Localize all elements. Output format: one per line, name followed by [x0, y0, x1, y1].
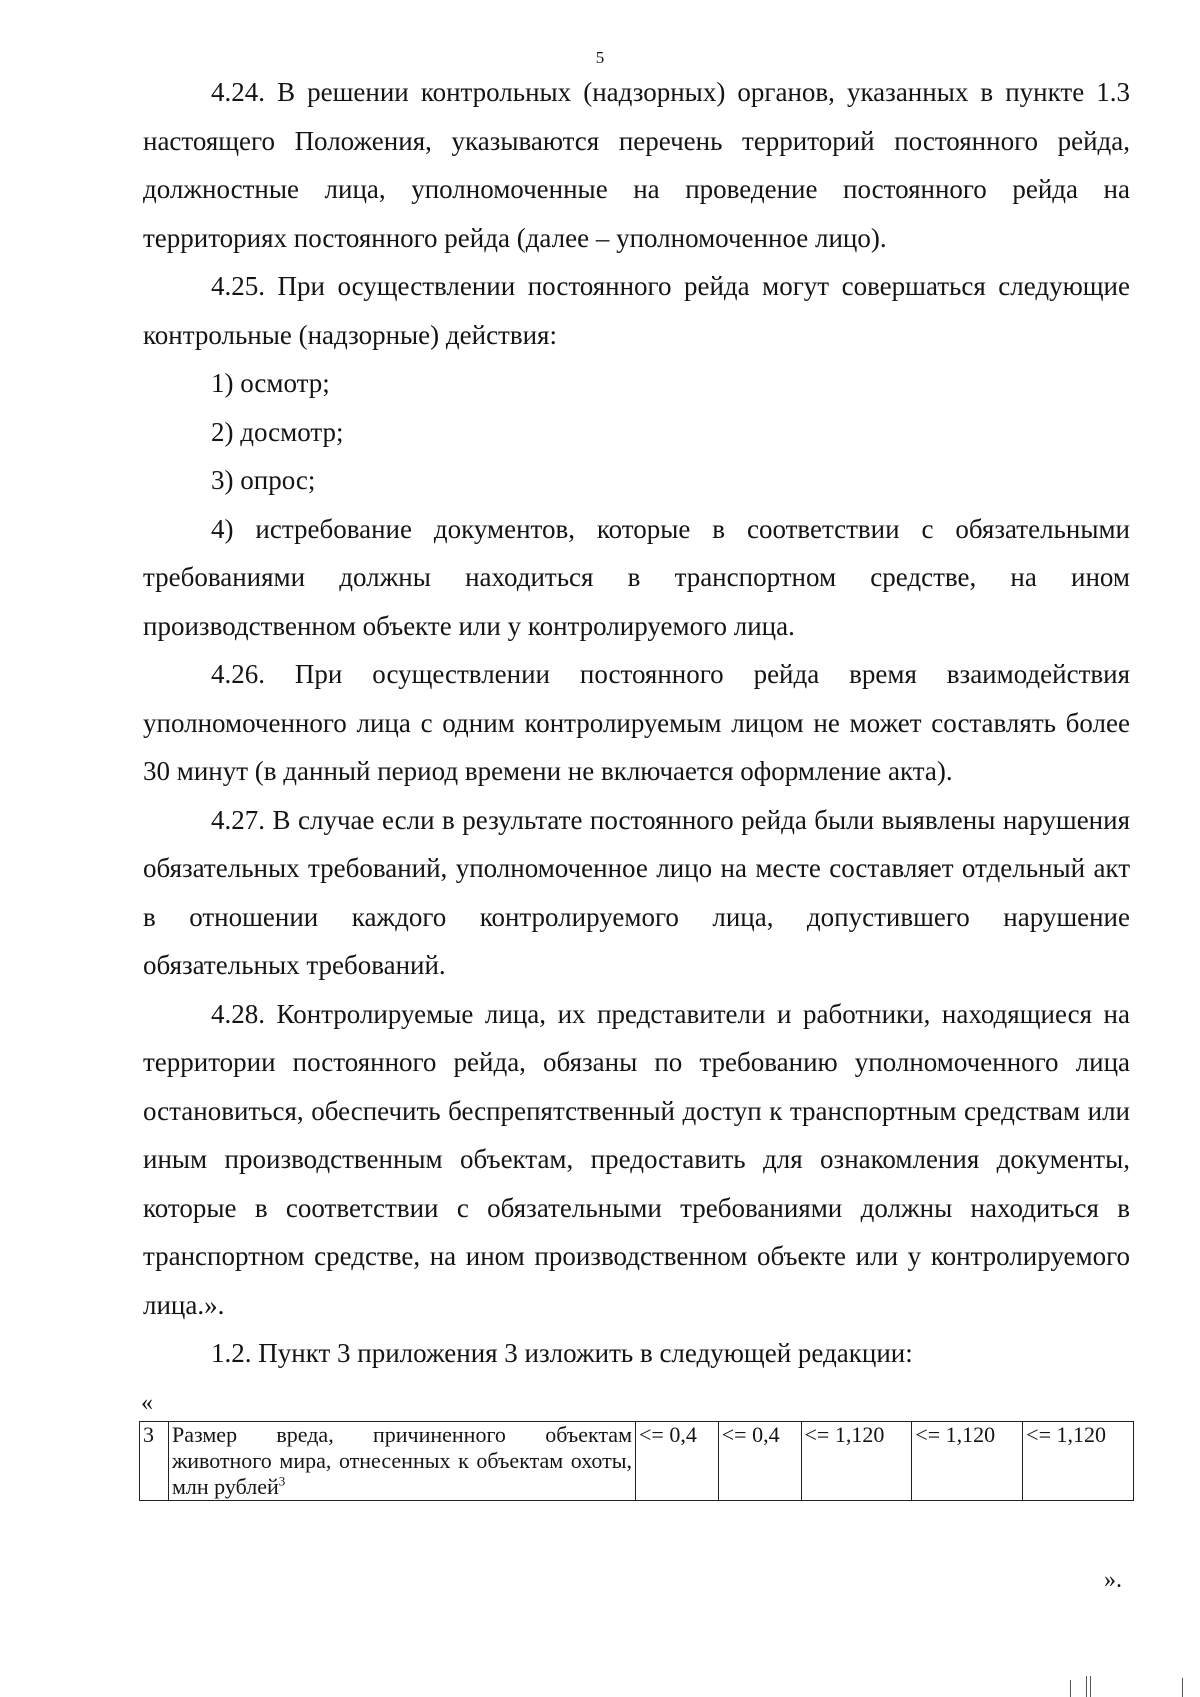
paragraph-4-28: 4.28. Контролируемые лица, их представители и работники, находящиеся на территории постоянного рейда, обязаны по требованию уполномоченного лица остановиться, обеспечить беспрепятственный доступ к транспортным средствам или иным производственным объектам, предоставить для ознакомления документы, которые в соответствии с обязательными требованиями должны находиться в транспортном средстве, на ином производственном объекте или у контролируемого лица.». [143, 998, 1130, 1320]
list-item-search: 2) досмотр; [211, 416, 344, 447]
opening-quote-mark: « [141, 1390, 153, 1416]
list-item-inspection: 1) осмотр; [211, 368, 330, 398]
value-cell: <= 1,120 [912, 1422, 1023, 1501]
row-description [169, 1422, 636, 1501]
value-cell: <= 1,120 [1023, 1422, 1134, 1501]
list-item-document-request: 4) истребование документов, которые в соответствии с обязательными требованиями должны находиться в транспортном средстве, на ином производственном объекте или у контролируемого лица. [143, 513, 1130, 641]
value-cell: <= 0,4 [636, 1422, 719, 1501]
page-number: 5 [595, 48, 605, 67]
document-body [143, 68, 1130, 1378]
scan-mark [1086, 1676, 1087, 1697]
amendment-table [139, 1421, 1134, 1501]
paragraph-1-2: 1.2. Пункт 3 приложения 3 изложить в следующей редакции: [211, 1338, 913, 1368]
value-cell: <= 1,120 [801, 1422, 912, 1501]
list-item-interview: 3) опрос; [211, 465, 316, 495]
scan-mark [1090, 1676, 1091, 1697]
row-number: 3 [140, 1422, 169, 1501]
paragraph-4-26: 4.26. При осуществлении постоянного рейда время взаимодействия уполномоченного лица с одним контролируемым лицом не может составлять более 30 минут (в данный период времени не включается оформление акта). [143, 659, 1130, 786]
paragraph-4-24: 4.24. В решении контрольных (надзорных) органов, указанных в пункте 1.3 настоящего Положения, указываются перечень территорий постоянного рейда, должностные лица, уполномоченные на проведение постоянного рейда на территориях постоянного рейда (далее – уполномоченное лицо). [143, 77, 1130, 253]
row-description-text: Размер вреда, причиненного объектам животного мира, отнесенных к объектам охоты, млн рублей [172, 1422, 632, 1499]
closing-quote-mark: ». [1104, 1567, 1122, 1593]
scan-mark [1070, 1680, 1071, 1697]
paragraph-4-27: 4.27. В случае если в результате постоянного рейда были выявлены нарушения обязательных требований, уполномоченное лицо на месте составляет отдельный акт в отношении каждого контролируемого лица, допустившего нарушение обязательных требований. [143, 804, 1130, 980]
value-cell: <= 0,4 [718, 1422, 801, 1501]
paragraph-4-25: 4.25. При осуществлении постоянного рейда могут совершаться следующие контрольные (надзорные) действия: [143, 271, 1130, 350]
table-row [140, 1422, 1134, 1501]
footnote-mark: 3 [278, 1473, 286, 1489]
scan-mark [1182, 1678, 1183, 1697]
